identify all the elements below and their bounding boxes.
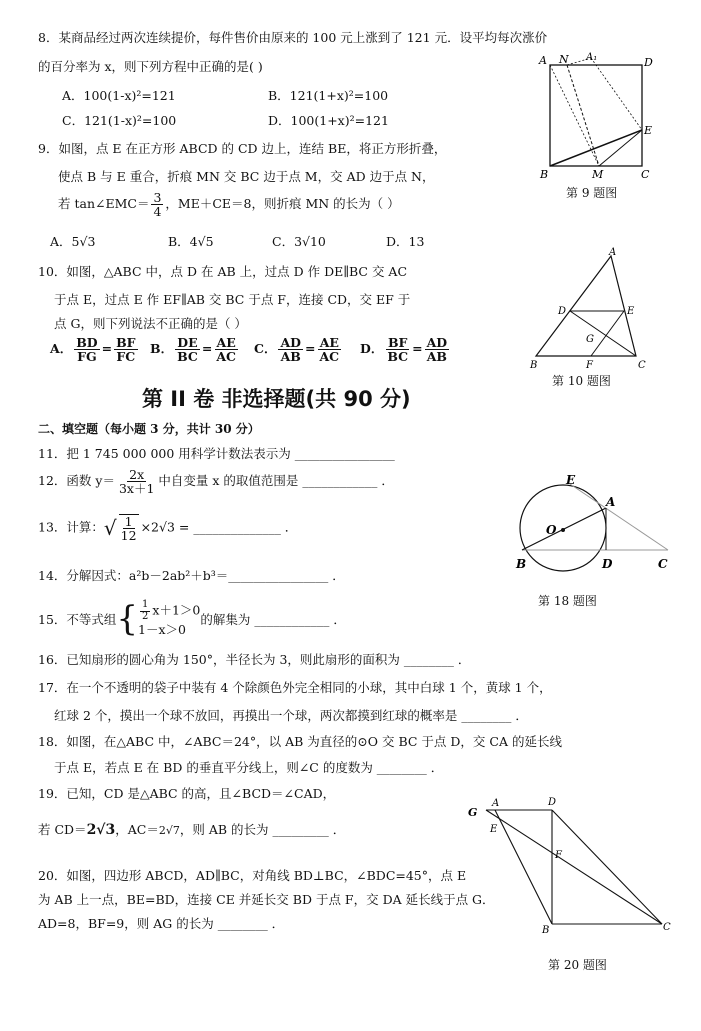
q18-label-a: A <box>606 495 616 509</box>
q10-a-n1: BD <box>76 335 98 350</box>
q15-system <box>138 600 200 638</box>
q18-figure-caption: 第 18 题图 <box>538 594 597 608</box>
q14: 14．分解因式：a²b－2ab²＋b³＝________________ ． <box>38 568 345 583</box>
q15-row1 <box>138 600 200 622</box>
q8-option-d: D．100(1+x)²=121 <box>268 113 389 128</box>
q15-row1-rest: x＋1＞0 <box>152 602 201 618</box>
q13-sqrt-sign: √ <box>103 516 117 541</box>
q10-b-d2: AC <box>216 349 236 365</box>
q17-line1: 17．在一个不透明的袋子中装有 4 个除颜色外完全相同的小球，其中白球 1 个，黄球 1 个， <box>38 680 552 695</box>
q18-label-c: C <box>658 557 668 571</box>
q8-option-a: A．100(1-x)²=121 <box>62 88 176 103</box>
q10-label-d: D <box>558 306 567 317</box>
q11: 11．把 1 745 000 000 用科学计数法表示为 ________________ <box>38 446 395 461</box>
q19-line2-pre: 若 CD＝ <box>38 822 87 837</box>
q10-line3: 点 G，则下列说法不正确的是（ ） <box>54 316 247 331</box>
q19-line2-post: ，则 AB 的长为 _________ ． <box>179 822 346 837</box>
q10-d-d2: AB <box>426 349 447 365</box>
q9-line-be <box>550 130 642 166</box>
q20-figure-caption: 第 20 题图 <box>548 958 607 972</box>
q13-den: 12 <box>120 528 137 544</box>
q20-label-c: C <box>663 922 671 933</box>
q20-label-g: G <box>468 806 478 819</box>
q10-option-c <box>254 336 343 363</box>
q10-label-a: A <box>609 247 617 258</box>
q20-line-dc <box>552 810 662 924</box>
q9-dash-am <box>550 65 599 166</box>
q18-label-d: D <box>602 557 613 571</box>
q9-label-d: D <box>644 56 653 69</box>
q10-label-c: C <box>638 360 646 371</box>
q10-option-b <box>150 336 240 363</box>
q10-a-eq: = <box>101 341 113 357</box>
q9-label-a1: A₁ <box>586 52 598 63</box>
q10-option-a <box>50 336 140 363</box>
q10-figure-caption: 第 10 题图 <box>552 374 611 388</box>
q12 <box>38 468 394 495</box>
q9-line-me <box>599 130 642 166</box>
q18-label-o: O <box>546 523 557 537</box>
q8-line2: 的百分率为 x，则下列方程中正确的是( ) <box>38 59 263 74</box>
q9-option-b: B．4√5 <box>168 234 214 249</box>
q20-line-gc <box>486 810 662 924</box>
q12-post: 中自变量 x 的取值范围是 ____________ ． <box>158 473 394 489</box>
q18-label-e: E <box>566 473 576 487</box>
q12-pre: 12．函数 y＝ <box>38 473 115 489</box>
q12-num: 2x <box>129 467 145 482</box>
q10-label-f: F <box>586 360 593 371</box>
q15-row1-den: 2 <box>142 610 149 622</box>
q19-cd-value: 2√3 <box>86 822 116 838</box>
q10-b-n2: AE <box>216 335 236 350</box>
q10-d-n2: AD <box>426 335 448 350</box>
q13 <box>38 514 297 542</box>
q10-c-n2: AE <box>319 335 339 350</box>
q9-option-a: A．5√3 <box>50 234 96 249</box>
q15-brace: { <box>116 599 139 640</box>
q10-a-d2: FC <box>116 349 136 365</box>
q10-figure <box>528 246 658 376</box>
q15-row2: 1－x＞0 <box>138 622 187 637</box>
q9-option-d: D．13 <box>386 234 425 249</box>
q17-line2: 红球 2 个，摸出一个球不放回，再摸出一个球，两次都摸到红球的概率是 ________ ． <box>54 708 528 723</box>
q9-line3 <box>58 191 400 218</box>
q10-label-e: E <box>627 306 635 317</box>
q20-line-ab <box>495 810 552 924</box>
q9-line1: 9．如图，点 E 在正方形 ABCD 的 CD 边上，连结 BE，将正方形折叠， <box>38 141 447 156</box>
q20-label-d: D <box>548 797 557 808</box>
q9-fraction-den: 4 <box>153 204 162 220</box>
q10-option-d-label: D． <box>360 341 384 357</box>
q8-line1: 8．某商品经过两次连续提价，每件售价由原来的 100 元上涨到了 121 元．设平均每次涨价 <box>38 30 548 45</box>
q10-option-b-label: B． <box>150 341 174 357</box>
q16: 16．已知扇形的圆心角为 150°，半径长为 3，则此扇形的面积为 ________ ． <box>38 652 471 667</box>
section-title: 第 II 卷 非选择题(共 90 分) <box>142 387 411 411</box>
q19-ac-value: 2√7 <box>158 824 180 837</box>
q9-option-c: C．3√10 <box>272 234 326 249</box>
q10-b-n1: DE <box>177 335 198 350</box>
q10-d-d1: BC <box>387 349 409 365</box>
q10-line-ef <box>591 311 624 356</box>
q9-label-n: N <box>559 53 569 66</box>
q13-pre: 13．计算： <box>38 519 104 535</box>
section-part2-heading: 二、填空题（每小题 3 分，共计 30 分） <box>38 422 260 436</box>
q20-label-f: F <box>555 850 562 861</box>
q10-option-a-label: A． <box>50 341 73 357</box>
q9-label-b: B <box>540 168 549 181</box>
q20-figure <box>462 796 682 936</box>
q10-line2: 于点 E，过点 E 作 EF∥AB 交 BC 于点 F，连接 CD，交 EF 于 <box>54 292 411 307</box>
q19-line1: 19．已知，CD 是△ABC 的高，且∠BCD＝∠CAD， <box>38 786 336 801</box>
q18-figure <box>508 472 678 582</box>
q10-c-n1: AD <box>280 335 301 350</box>
q10-b-d1: BC <box>177 349 198 365</box>
q10-c-d1: AB <box>280 349 301 365</box>
q9-fraction-num: 3 <box>153 190 162 205</box>
q19-line2-mid: ，AC＝ <box>115 822 159 837</box>
q20-label-a: A <box>492 798 500 809</box>
q20-label-e: E <box>490 824 498 835</box>
q9-dash-a1e <box>591 58 642 130</box>
q10-label-g: G <box>586 334 594 345</box>
q18-label-b: B <box>516 557 527 571</box>
q20-line1: 20．如图，四边形 ABCD，AD∥BC，对角线 BD⊥BC，∠BDC=45°，点 E <box>38 868 467 883</box>
q10-c-d2: AC <box>319 349 340 365</box>
q9-figure <box>536 52 666 182</box>
q9-label-c: C <box>641 168 650 181</box>
q10-line1: 10．如图，△ABC 中，点 D 在 AB 上，过点 D 作 DE∥BC 交 AC <box>38 264 408 279</box>
q10-option-c-label: C． <box>254 341 277 357</box>
q15-post: 的解集为 ____________ ． <box>200 612 346 628</box>
q9-label-e: E <box>644 124 653 137</box>
q19-line2 <box>38 820 345 838</box>
q10-label-b: B <box>530 360 538 371</box>
q18-line-ec <box>570 484 668 550</box>
q10-option-d <box>360 336 451 363</box>
q9-label-m: M <box>592 168 604 181</box>
q13-post: ×2√3 = ______________ ． <box>140 519 298 535</box>
q12-den: 3x＋1 <box>118 481 155 497</box>
q20-line2: 为 AB 上一点，BE=BD，连接 CE 并延长交 BD 于点 F，交 DA 延长线于点 G． <box>38 892 495 907</box>
q18-line2: 于点 E，若点 E 在 BD 的垂直平分线上，则∠C 的度数为 ________ ． <box>54 760 444 775</box>
q8-option-b: B．121(1+x)²=100 <box>268 88 389 103</box>
q8-option-c: C．121(1-x)²=100 <box>62 113 177 128</box>
q15 <box>38 600 346 638</box>
q18-center-o <box>561 528 565 532</box>
q9-line3-post: ，ME＋CE＝8，则折痕 MN 的长为（ ） <box>165 196 400 212</box>
q10-b-eq: = <box>201 341 213 357</box>
q13-num: 1 <box>124 514 133 529</box>
q10-d-eq: = <box>412 341 423 357</box>
q9-line2: 使点 B 与 E 重合，折痕 MN 交 BC 边于点 M，交 AD 边于点 N， <box>58 169 435 184</box>
q10-a-d1: FG <box>77 349 97 365</box>
q10-d-n1: BF <box>387 335 408 350</box>
q18-line1: 18．如图，在△ABC 中，∠ABC＝24°，以 AB 为直径的⊙O 交 BC 于点 D，交 CA 的延长线 <box>38 734 562 749</box>
q9-fraction <box>151 191 163 218</box>
q9-line3-pre: 若 tan∠EMC＝ <box>58 196 150 212</box>
q15-row1-num: 1 <box>142 599 149 610</box>
q10-c-eq: = <box>305 341 316 357</box>
q9-crease-mn <box>567 65 599 166</box>
q10-a-n2: BF <box>116 335 136 350</box>
q15-pre: 15．不等式组 <box>38 612 117 628</box>
q9-label-a: A <box>539 54 547 67</box>
q9-square <box>550 65 642 166</box>
q20-line3: AD=8，BF=9，则 AG 的长为 ________ ． <box>38 916 285 931</box>
q20-label-b: B <box>542 925 550 936</box>
q9-figure-caption: 第 9 题图 <box>566 186 618 200</box>
